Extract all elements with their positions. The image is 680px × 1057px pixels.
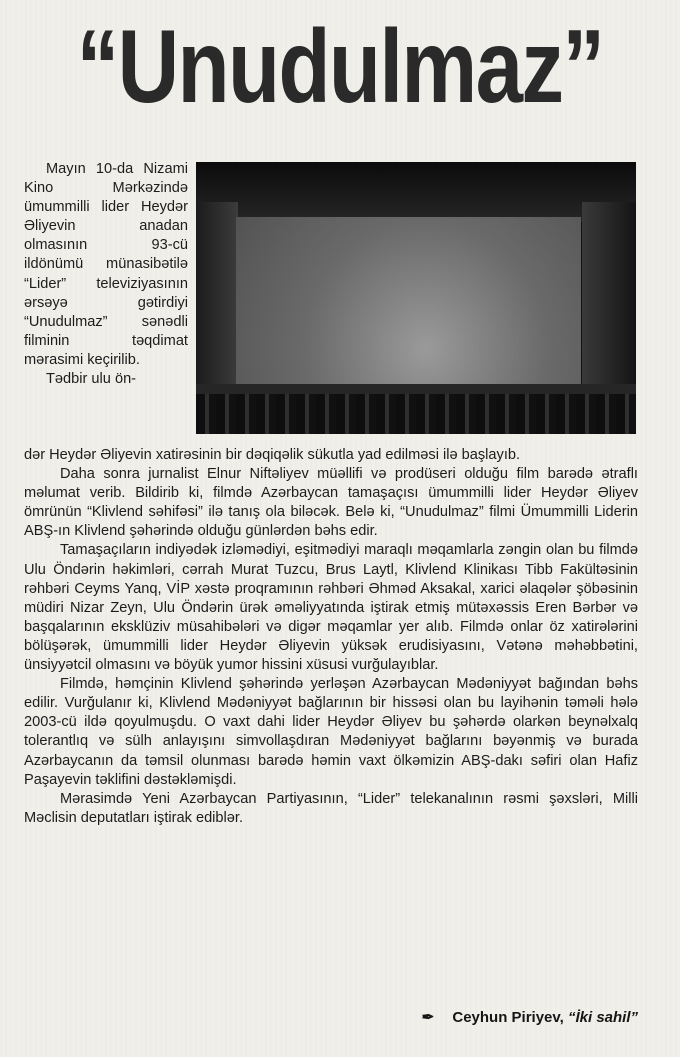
source-name: “İki sahil” xyxy=(567,1009,638,1026)
cinema-hall-photo xyxy=(196,162,636,434)
byline xyxy=(340,1008,638,1026)
intro-column xyxy=(24,160,188,389)
author-name: Ceyhun Piriyev, xyxy=(452,1009,564,1026)
paragraph-4: Tamaşaçıların indiyədək izləmədiyi, eşitmədiyi maraqlı məqamlarla zəngin olan bu filmdə Ulu Öndərin həkimləri, cərrah Murat Tuzcu, Brus Laytl, Klivlend Klinikası Tibb Fakültəsinin rəhbəri Ceyms Yanq, VİP xəstə proqramının rəhbəri Əhməd Aksakal, xarici əlaqələr şöbəsinin müdiri Nizar Zeyn, Ulu Öndərin ürək əməliyyatında iştirak etmiş mütəxəssis Eren Bərbər və başqalarının eksklüziv müsahibələri və digər məqamlar yer alıb. Filmdə onlar öz xatirələrini bölüşərək, ümummilli lider Heydər Əliyevin yüksək erudisiyasını, Vətənə məhəbbətini, ünsiyyətcil olmasını və böyük yumor hissini xüsusi vurğulayıblar. xyxy=(24,542,638,674)
paragraph-5: Filmdə, həmçinin Klivlend şəhərində yerləşən Azərbaycan Mədəniyyət bağından bəhs edilir. Vurğulanır ki, Klivlend Mədəniyyət bağlarının bir hissəsi olan bu layihənin təməli hələ 2003-cü ildə qoyulmuşdu. O vaxt dahi lider Heydər Əliyev bu şəhərdə olarkən beynəlxalq tolerantlıq və sülh anlayışını simvollaşdıran Mədəniyyət bağlarını bəyənmiş və burada Azərbaycanın da təmsil olunması barədə həmin vaxt ölkəmizin ABŞ-dakı səfiri olan Hafiz Paşayevin təklifini dəstəkləmişdi. xyxy=(24,676,638,788)
pen-icon: ✒ xyxy=(421,1009,435,1026)
intro-paragraph: Mayın 10-da Nizami Kino Mərkəzində ümummilli lider Heydər Əliyevin anadan olmasının 93-cü ildönümü münasibətilə “Lider” televiziyasının ərsəyə gətirdiyi “Unudulmaz” sənədli filminin təqdimat mərasimi keçirilib. xyxy=(24,161,188,368)
photo-ceiling xyxy=(196,162,636,222)
full-width-column xyxy=(24,446,638,828)
photo-seat-rows xyxy=(196,394,636,434)
paragraph-3: Daha sonra jurnalist Elnur Niftəliyev müəllifi və prodüseri olduğu film barədə ətraflı məlumat verib. Bildirib ki, filmdə Azərbaycan tamaşaçısı ümummilli lider Heydər Əliyev ömrünün “Klivlend səhifəsi” ilə tanış ola biləcək. Belə ki, “Unudulmaz” filmi Ümummilli Liderin ABŞ-ın Klivlend şəhərində olduğu günlərdən bəhs edir. xyxy=(24,466,638,540)
article-title: “Unudulmaz” xyxy=(76,9,604,125)
paragraph-2-start: Tədbir ulu ön- xyxy=(46,371,137,388)
paragraph-2-continuation: dər Heydər Əliyevin xatirəsinin bir dəqiqəlik sükutla yad edilməsi ilə başlayıb. xyxy=(24,447,521,463)
paragraph-6: Mərasimdə Yeni Azərbaycan Partiyasının, “Lider” telekanalının rəsmi şəxsləri, Milli Məclisin deputatları iştirak ediblər. xyxy=(24,790,638,826)
